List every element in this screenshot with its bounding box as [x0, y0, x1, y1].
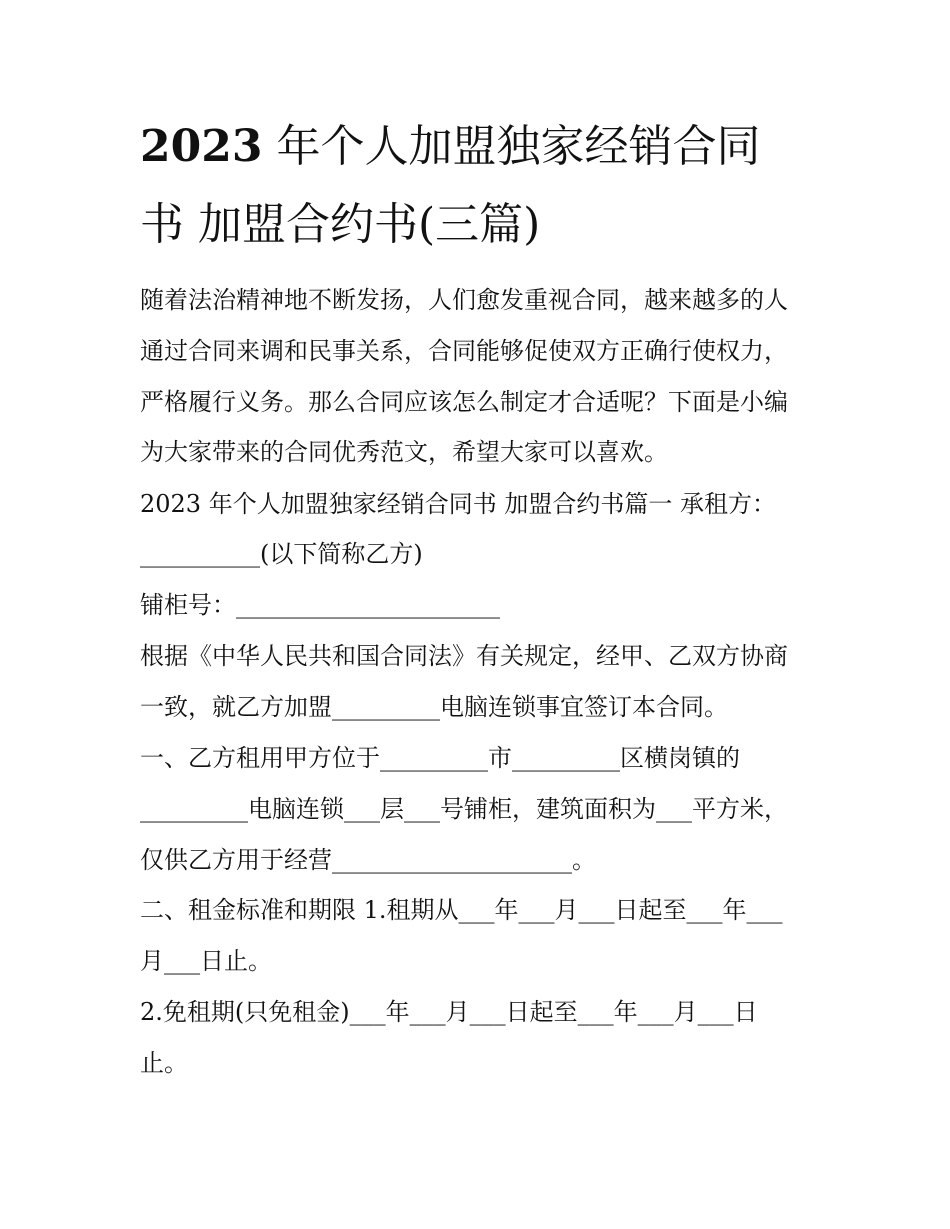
- paragraph-line: 根据《中华人民共和国合同法》有关规定，经甲、乙双方协商: [140, 642, 788, 670]
- paragraph-line: 仅供乙方用于经营____________________。: [140, 846, 596, 874]
- paragraph-line: 一、乙方租用甲方位于_________市_________区横岗镇的: [140, 744, 740, 772]
- title-text: 年个人加盟独家经销合同: [262, 121, 761, 172]
- paragraph-line: 铺柜号：______________________: [140, 591, 500, 619]
- section-heading-line: 2023 年个人加盟独家经销合同书 加盟合约书篇一 承租方：: [140, 490, 776, 518]
- paragraph-line: 2.免租期(只免租金)___年___月___日起至___年___月___日: [140, 998, 758, 1026]
- paragraph-line: 通过合同来调和民事关系，合同能够促使双方正确行使权力，: [140, 337, 788, 365]
- paragraph-line: 严格履行义务。那么合同应该怎么制定才合适呢？下面是小编: [140, 388, 788, 416]
- paragraph-line: 月___日止。: [140, 947, 272, 975]
- document-title-line-2: 书 加盟合约书(三篇): [140, 199, 541, 250]
- title-year: 2023: [140, 121, 263, 172]
- paragraph-line: 二、租金标准和期限 1.租期从___年___月___日起至___年___: [140, 896, 783, 924]
- paragraph-line: __________(以下简称乙方): [140, 540, 423, 568]
- paragraph-line: 一致，就乙方加盟_________电脑连锁事宜签订本合同。: [140, 693, 728, 721]
- document-title-line-1: [140, 121, 830, 172]
- paragraph-line: 止。: [140, 1049, 188, 1077]
- paragraph-line: 为大家带来的合同优秀范文，希望大家可以喜欢。: [140, 438, 668, 466]
- paragraph-line: _________电脑连锁___层___号铺柜，建筑面积为___平方米，: [140, 795, 788, 823]
- paragraph-line: 随着法治精神地不断发扬，人们愈发重视合同，越来越多的人: [140, 286, 788, 314]
